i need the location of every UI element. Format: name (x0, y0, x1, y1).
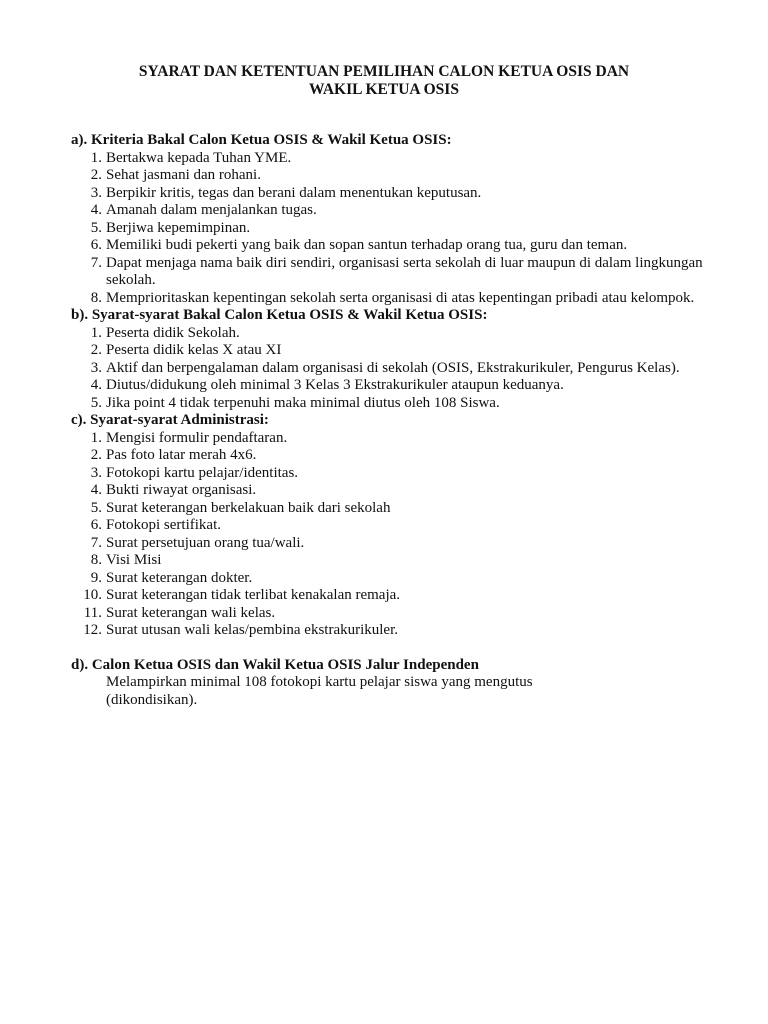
section-b-heading: b). Syarat-syarat Bakal Calon Ketua OSIS & Wakil Ketua OSIS: (71, 307, 488, 323)
title-line-2: WAKIL KETUA OSIS (309, 81, 459, 98)
section-c (71, 412, 711, 640)
list-item: 4. Amanah dalam menjalankan tugas. (90, 202, 317, 218)
section-c-list (71, 430, 711, 640)
list-item: 6. Fotokopi sertifikat. (90, 517, 221, 533)
list-item: 8. Memprioritaskan kepentingan sekolah serta organisasi di atas kepentingan pribadi atau kelompok. (90, 289, 695, 306)
list-item: 4. Bukti riwayat organisasi. (90, 482, 257, 498)
list-item: 7. Dapat menjaga nama baik diri sendiri, organisasi serta sekolah di luar maupun di dalam lingkungan sekolah. (90, 254, 703, 288)
list-item: 7. Surat persetujuan orang tua/wali. (90, 534, 305, 551)
list-item: 5. Surat keterangan berkelakuan baik dari sekolah (90, 499, 391, 516)
list-item: 2. Peserta didik kelas X atau XI (90, 342, 282, 358)
document-body (71, 132, 711, 709)
section-b-list (71, 325, 711, 413)
list-item: 3. Berpikir kritis, tegas dan berani dalam menentukan keputusan. (90, 184, 482, 201)
list-item: 2. Pas foto latar merah 4x6. (90, 447, 257, 463)
section-a-list (71, 150, 711, 308)
title-line-1: SYARAT DAN KETENTUAN PEMILIHAN CALON KETUA OSIS DAN (138, 63, 630, 80)
list-item: 4. Diutus/didukung oleh minimal 3 Kelas 3 Ekstrakurikuler ataupun keduanya. (90, 377, 564, 393)
section-a-heading: a). Kriteria Bakal Calon Ketua OSIS & Wakil Ketua OSIS: (71, 132, 452, 148)
section-d (71, 657, 711, 710)
section-d-body: Melampirkan minimal 108 fotokopi kartu pelajar siswa yang mengutus (dikondisikan). (106, 674, 533, 708)
list-item: 3. Fotokopi kartu pelajar/identitas. (90, 464, 299, 481)
list-item: 2. Sehat jasmani dan rohani. (90, 167, 261, 183)
list-item: 10. Surat keterangan tidak terlibat kenakalan remaja. (83, 587, 401, 603)
section-c-heading: c). Syarat-syarat Administrasi: (71, 412, 269, 428)
list-item: 12. Surat utusan wali kelas/pembina ekstrakurikuler. (83, 622, 399, 638)
document-title (0, 63, 768, 99)
list-item: 1. Peserta didik Sekolah. (90, 324, 240, 341)
list-item: 5. Berjiwa kepemimpinan. (90, 219, 251, 236)
list-item: 9. Surat keterangan dokter. (90, 569, 253, 586)
list-item: 1. Bertakwa kepada Tuhan YME. (90, 149, 292, 166)
spacer (71, 640, 711, 657)
section-d-heading: d). Calon Ketua OSIS dan Wakil Ketua OSIS Jalur Independen (71, 656, 479, 673)
list-item: 11. Surat keterangan wali kelas. (83, 604, 276, 621)
section-a (71, 132, 711, 307)
list-item: 8. Visi Misi (90, 552, 162, 568)
section-b (71, 307, 711, 412)
list-item: 3. Aktif dan berpengalaman dalam organisasi di sekolah (OSIS, Ekstrakurikuler, Pengurus Kelas). (90, 359, 680, 376)
list-item: 6. Memiliki budi pekerti yang baik dan sopan santun terhadap orang tua, guru dan teman. (90, 237, 628, 253)
list-item: 1. Mengisi formulir pendaftaran. (90, 429, 288, 446)
list-item: 5. Jika point 4 tidak terpenuhi maka minimal diutus oleh 108 Siswa. (90, 394, 500, 411)
